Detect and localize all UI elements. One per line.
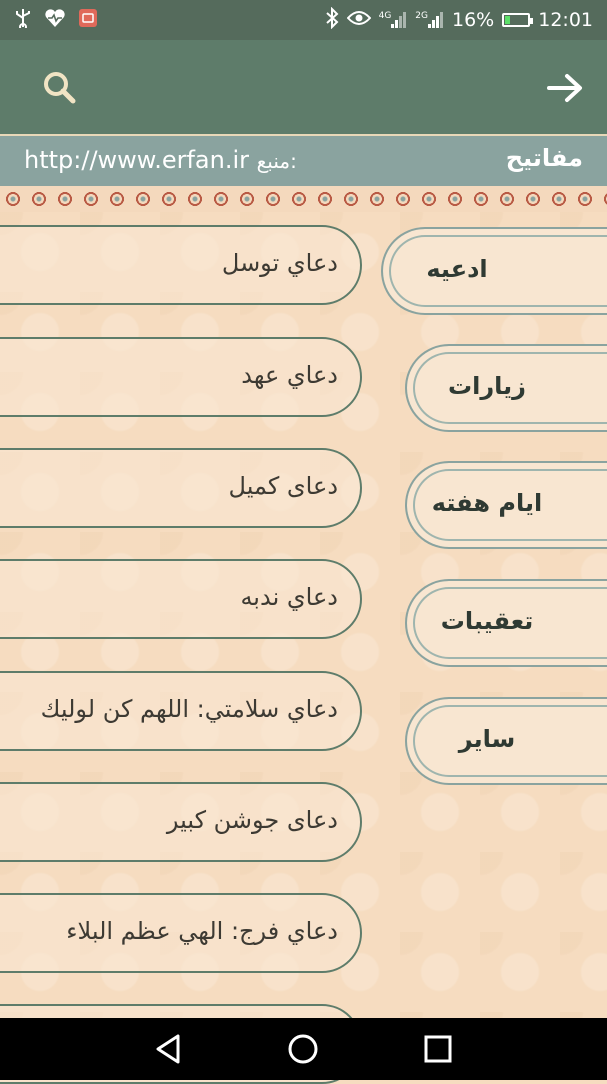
navigation-bar	[0, 1018, 607, 1080]
category-label: تعقيبات	[440, 607, 534, 635]
list-item[interactable]	[0, 671, 362, 751]
category-label: ايام هفته	[431, 489, 543, 517]
ornamental-border	[0, 186, 607, 213]
list-item-label: دعاي سلامتي: اللهم كن لوليك	[40, 695, 338, 723]
source-bar	[0, 136, 607, 186]
network-2g-label: 2G	[415, 11, 428, 21]
nav-recents-button[interactable]	[421, 1032, 455, 1066]
eye-icon	[347, 9, 371, 31]
list-item[interactable]	[0, 559, 362, 639]
category-tab-taqibat[interactable]	[405, 579, 607, 667]
network-4g-label: 4G	[378, 11, 392, 21]
signal-2-icon	[428, 12, 444, 28]
list-item[interactable]	[0, 893, 362, 973]
usb-icon	[14, 8, 32, 33]
circle-home-icon	[286, 1032, 320, 1066]
list-item[interactable]	[0, 337, 362, 417]
list-item-label: دعاي عهد	[241, 361, 338, 389]
triangle-back-icon	[152, 1032, 186, 1066]
battery-icon	[502, 13, 530, 27]
list-item[interactable]	[0, 782, 362, 862]
list-item-label: دعای کمیل	[228, 472, 338, 500]
notification-icon	[78, 8, 98, 33]
arrow-right-icon	[545, 68, 585, 108]
clock: 12:01	[538, 9, 593, 31]
list-item-label: دعای جوشن کبیر	[166, 806, 338, 834]
search-button[interactable]	[40, 68, 80, 108]
category-tab-sayer[interactable]	[405, 697, 607, 785]
list-item[interactable]	[0, 225, 362, 305]
category-label: ساير	[458, 725, 516, 753]
list-item-label: دعاي ندبه	[240, 583, 338, 611]
source-label: منبع:	[256, 149, 297, 173]
nav-back-button[interactable]	[152, 1032, 186, 1066]
category-label: ادعيه	[426, 255, 488, 283]
list-item-label: دعاي توسل	[221, 249, 338, 277]
app-bar	[0, 40, 607, 136]
list-item[interactable]	[0, 448, 362, 528]
status-bar	[0, 0, 607, 40]
back-button[interactable]	[545, 68, 585, 108]
category-tab-adiyeh[interactable]	[381, 227, 607, 315]
search-icon	[40, 68, 80, 108]
battery-percent: 16%	[452, 9, 495, 31]
category-label: زيارات	[448, 372, 526, 400]
square-recents-icon	[421, 1032, 455, 1066]
page-title: مفاتيح	[505, 144, 583, 172]
category-tab-ziyarat[interactable]	[405, 344, 607, 432]
signal-icon	[391, 12, 407, 28]
list-item-label: دعاي فرج: الهي عظم البلاء	[66, 917, 338, 945]
nav-home-button[interactable]	[286, 1032, 320, 1066]
bluetooth-icon	[325, 7, 339, 34]
source-info	[24, 146, 297, 174]
health-icon	[44, 8, 66, 33]
category-tab-ayam-hafteh[interactable]	[405, 461, 607, 549]
source-url[interactable]: http://www.erfan.ir	[24, 146, 249, 174]
